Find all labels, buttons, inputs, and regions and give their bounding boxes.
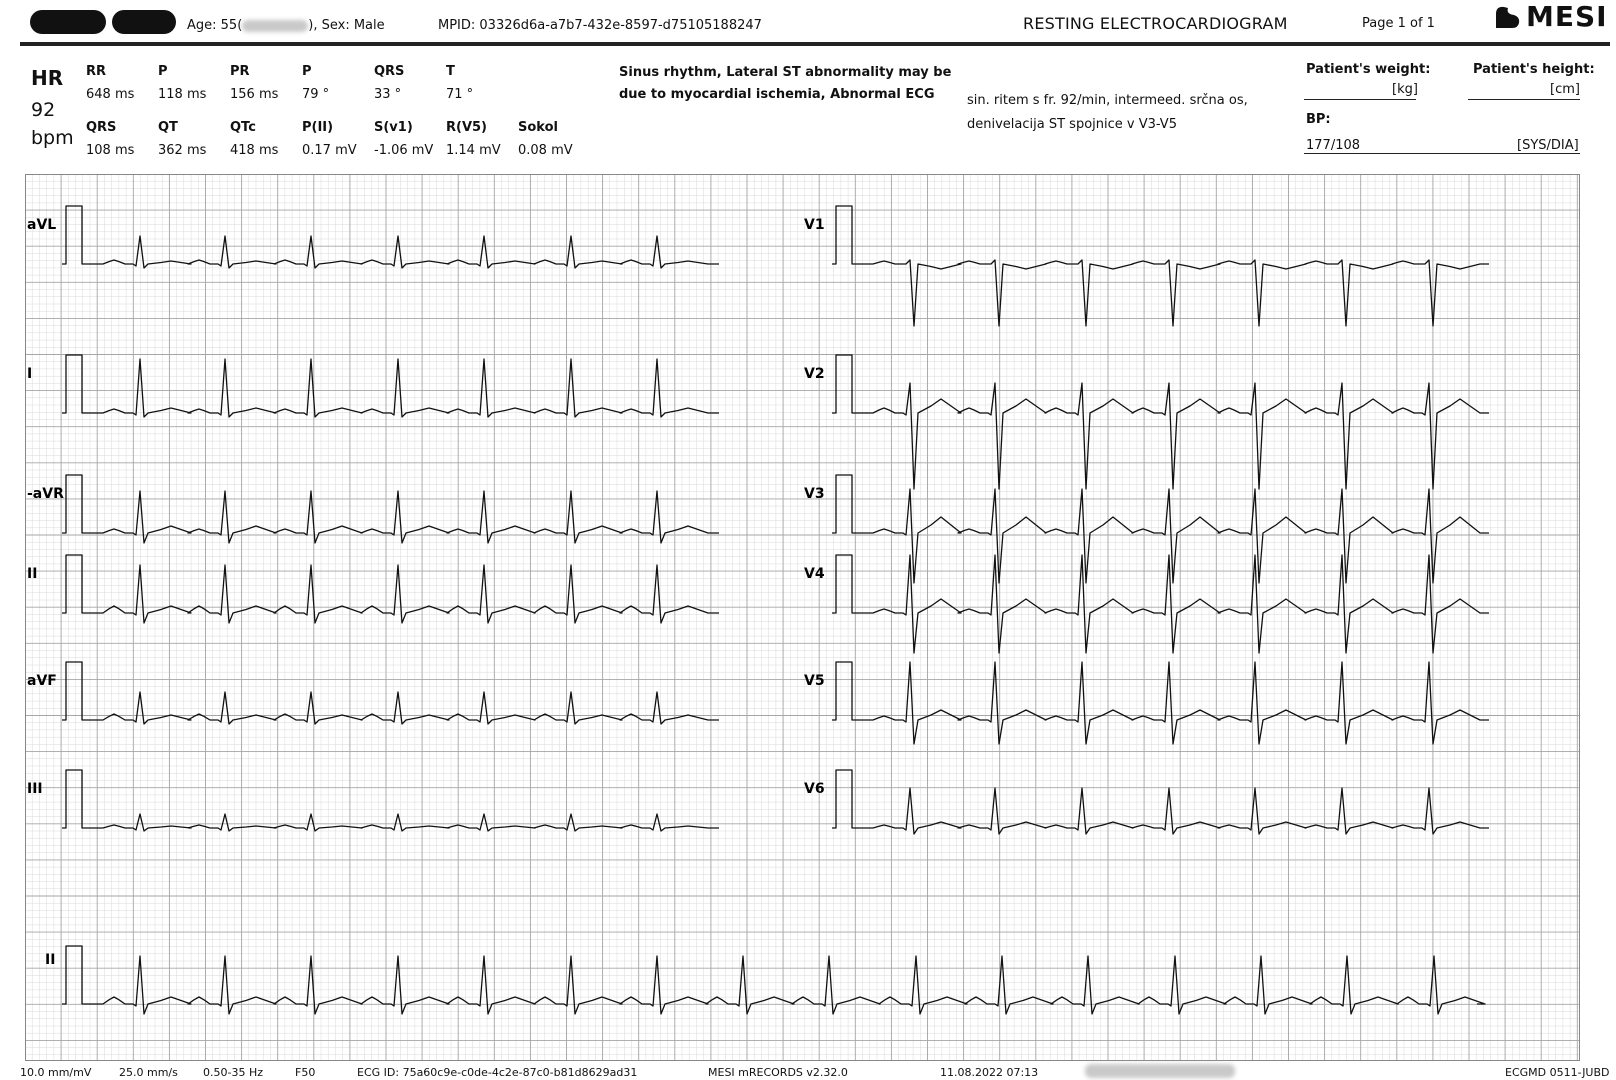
weight-unit: [kg] [1392, 82, 1418, 97]
lead-label-right: V5 [804, 673, 825, 689]
measurement-row2-label: Sokol [518, 120, 558, 135]
ecg-trace-right [832, 206, 1489, 326]
physician-note [967, 89, 1248, 137]
footer-software: MESI mRECORDS v2.32.0 [708, 1066, 848, 1079]
note-line-2: denivelacija ST spojnice v V3-V5 [967, 117, 1177, 132]
lead-label-right: V6 [804, 781, 825, 797]
bp-unit: [SYS/DIA] [1517, 138, 1579, 153]
measurement-row2-value: 362 ms [158, 143, 207, 158]
hr-label: HR [31, 66, 64, 90]
age-sex-field [187, 18, 385, 33]
header-divider [20, 42, 1610, 46]
mesi-logo-text: MESI [1526, 0, 1608, 33]
ecg-trace-left [62, 555, 719, 623]
page-number: Page 1 of 1 [1362, 16, 1435, 31]
height-unit: [cm] [1550, 82, 1580, 97]
mpid: MPID: 03326d6a-a7b7-432e-8597-d75105188247 [438, 18, 762, 33]
redacted-name-2 [112, 10, 176, 34]
mesi-logo-icon [1492, 4, 1522, 32]
footer-device: ECGMD 0511-JUBD [1505, 1066, 1610, 1079]
measurement-row1-label: PR [230, 64, 250, 79]
lead-label-right: V3 [804, 486, 825, 502]
redacted-birthdate [242, 20, 308, 32]
ecg-trace-left [62, 770, 719, 831]
lead-label-left: I [27, 366, 33, 382]
interpretation-line-1: Sinus rhythm, Lateral ST abnormality may be [619, 65, 952, 80]
lead-label-left: III [27, 781, 43, 797]
measurement-row1-label: P [302, 64, 312, 79]
measurement-row1-label: T [446, 64, 455, 79]
measurement-row1-value: 33 ° [374, 87, 402, 102]
lead-label-rhythm: II [45, 952, 56, 968]
measurement-row2-label: P(II) [302, 120, 334, 135]
measurement-row2-value: 1.14 mV [446, 143, 501, 158]
footer-datetime: 11.08.2022 07:13 [940, 1066, 1039, 1079]
lead-label-left: aVF [27, 673, 57, 689]
lead-label-right: V4 [804, 566, 825, 582]
lead-label-right: V2 [804, 366, 825, 382]
ecg-trace-right [832, 555, 1489, 653]
measurement-row2-value: 0.17 mV [302, 143, 357, 158]
measurement-row1-label: QRS [374, 64, 405, 79]
lead-label-left: aVL [27, 217, 57, 233]
weight-field-line [1304, 99, 1416, 100]
measurement-row2-label: QRS [86, 120, 117, 135]
footer-speed: 25.0 mm/s [119, 1066, 178, 1079]
lead-label-left: -aVR [27, 486, 64, 502]
lead-label-right: V1 [804, 217, 825, 233]
hr-unit: bpm [31, 127, 74, 149]
measurement-row2-value: -1.06 mV [374, 143, 434, 158]
ecg-trace-left [62, 206, 719, 268]
measurement-row2-label: QT [158, 120, 178, 135]
footer-gain: 10.0 mm/mV [20, 1066, 92, 1079]
bp-value: 177/108 [1306, 138, 1361, 153]
measurement-row1-label: RR [86, 64, 107, 79]
ecg-grid [25, 174, 1580, 1061]
redacted-name-1 [30, 10, 106, 34]
ecg-trace-right [832, 475, 1489, 583]
note-line-1: sin. ritem s fr. 92/min, intermeed. srčna os, [967, 93, 1248, 108]
footer-notch: F50 [295, 1066, 316, 1079]
measurement-row2-value: 108 ms [86, 143, 135, 158]
measurement-row1-value: 118 ms [158, 87, 207, 102]
interpretation-line-2: due to myocardial ischemia, Abnormal ECG [619, 87, 935, 102]
ecg-trace-left [62, 355, 719, 417]
interpretation [619, 62, 951, 106]
redacted-operator [1085, 1064, 1235, 1078]
measurement-row1-value: 79 ° [302, 87, 330, 102]
hr-value: 92 [31, 99, 56, 121]
measurement-row2-value: 0.08 mV [518, 143, 573, 158]
lead-label-left: II [27, 566, 38, 582]
footer-filter: 0.50-35 Hz [203, 1066, 264, 1079]
measurement-row1-value: 71 ° [446, 87, 474, 102]
measurement-row2-value: 418 ms [230, 143, 279, 158]
height-label: Patient's height: [1473, 62, 1595, 77]
bp-label: BP: [1306, 112, 1331, 127]
measurement-row1-value: 156 ms [230, 87, 279, 102]
measurement-row2-label: QTc [230, 120, 256, 135]
age-label: Age: 55( [187, 18, 243, 33]
weight-label: Patient's weight: [1306, 62, 1431, 77]
measurement-row1-label: P [158, 64, 168, 79]
bp-field-line [1304, 153, 1580, 154]
height-field-line [1468, 99, 1580, 100]
measurement-row2-label: S(v1) [374, 120, 413, 135]
footer-ecg-id: ECG ID: 75a60c9e-c0de-4c2e-87c0-b81d8629ad31 [357, 1066, 638, 1079]
sex-label: ), Sex: Male [308, 18, 385, 33]
ecg-trace-rhythm [62, 946, 1485, 1014]
ecg-trace-left [62, 662, 719, 724]
ecg-trace-right [832, 662, 1489, 744]
measurement-row2-label: R(V5) [446, 120, 487, 135]
measurement-row1-value: 648 ms [86, 87, 135, 102]
ecg-trace-left [62, 475, 719, 543]
ecg-trace-right [832, 355, 1489, 489]
page-title: RESTING ELECTROCARDIOGRAM [1023, 14, 1288, 33]
